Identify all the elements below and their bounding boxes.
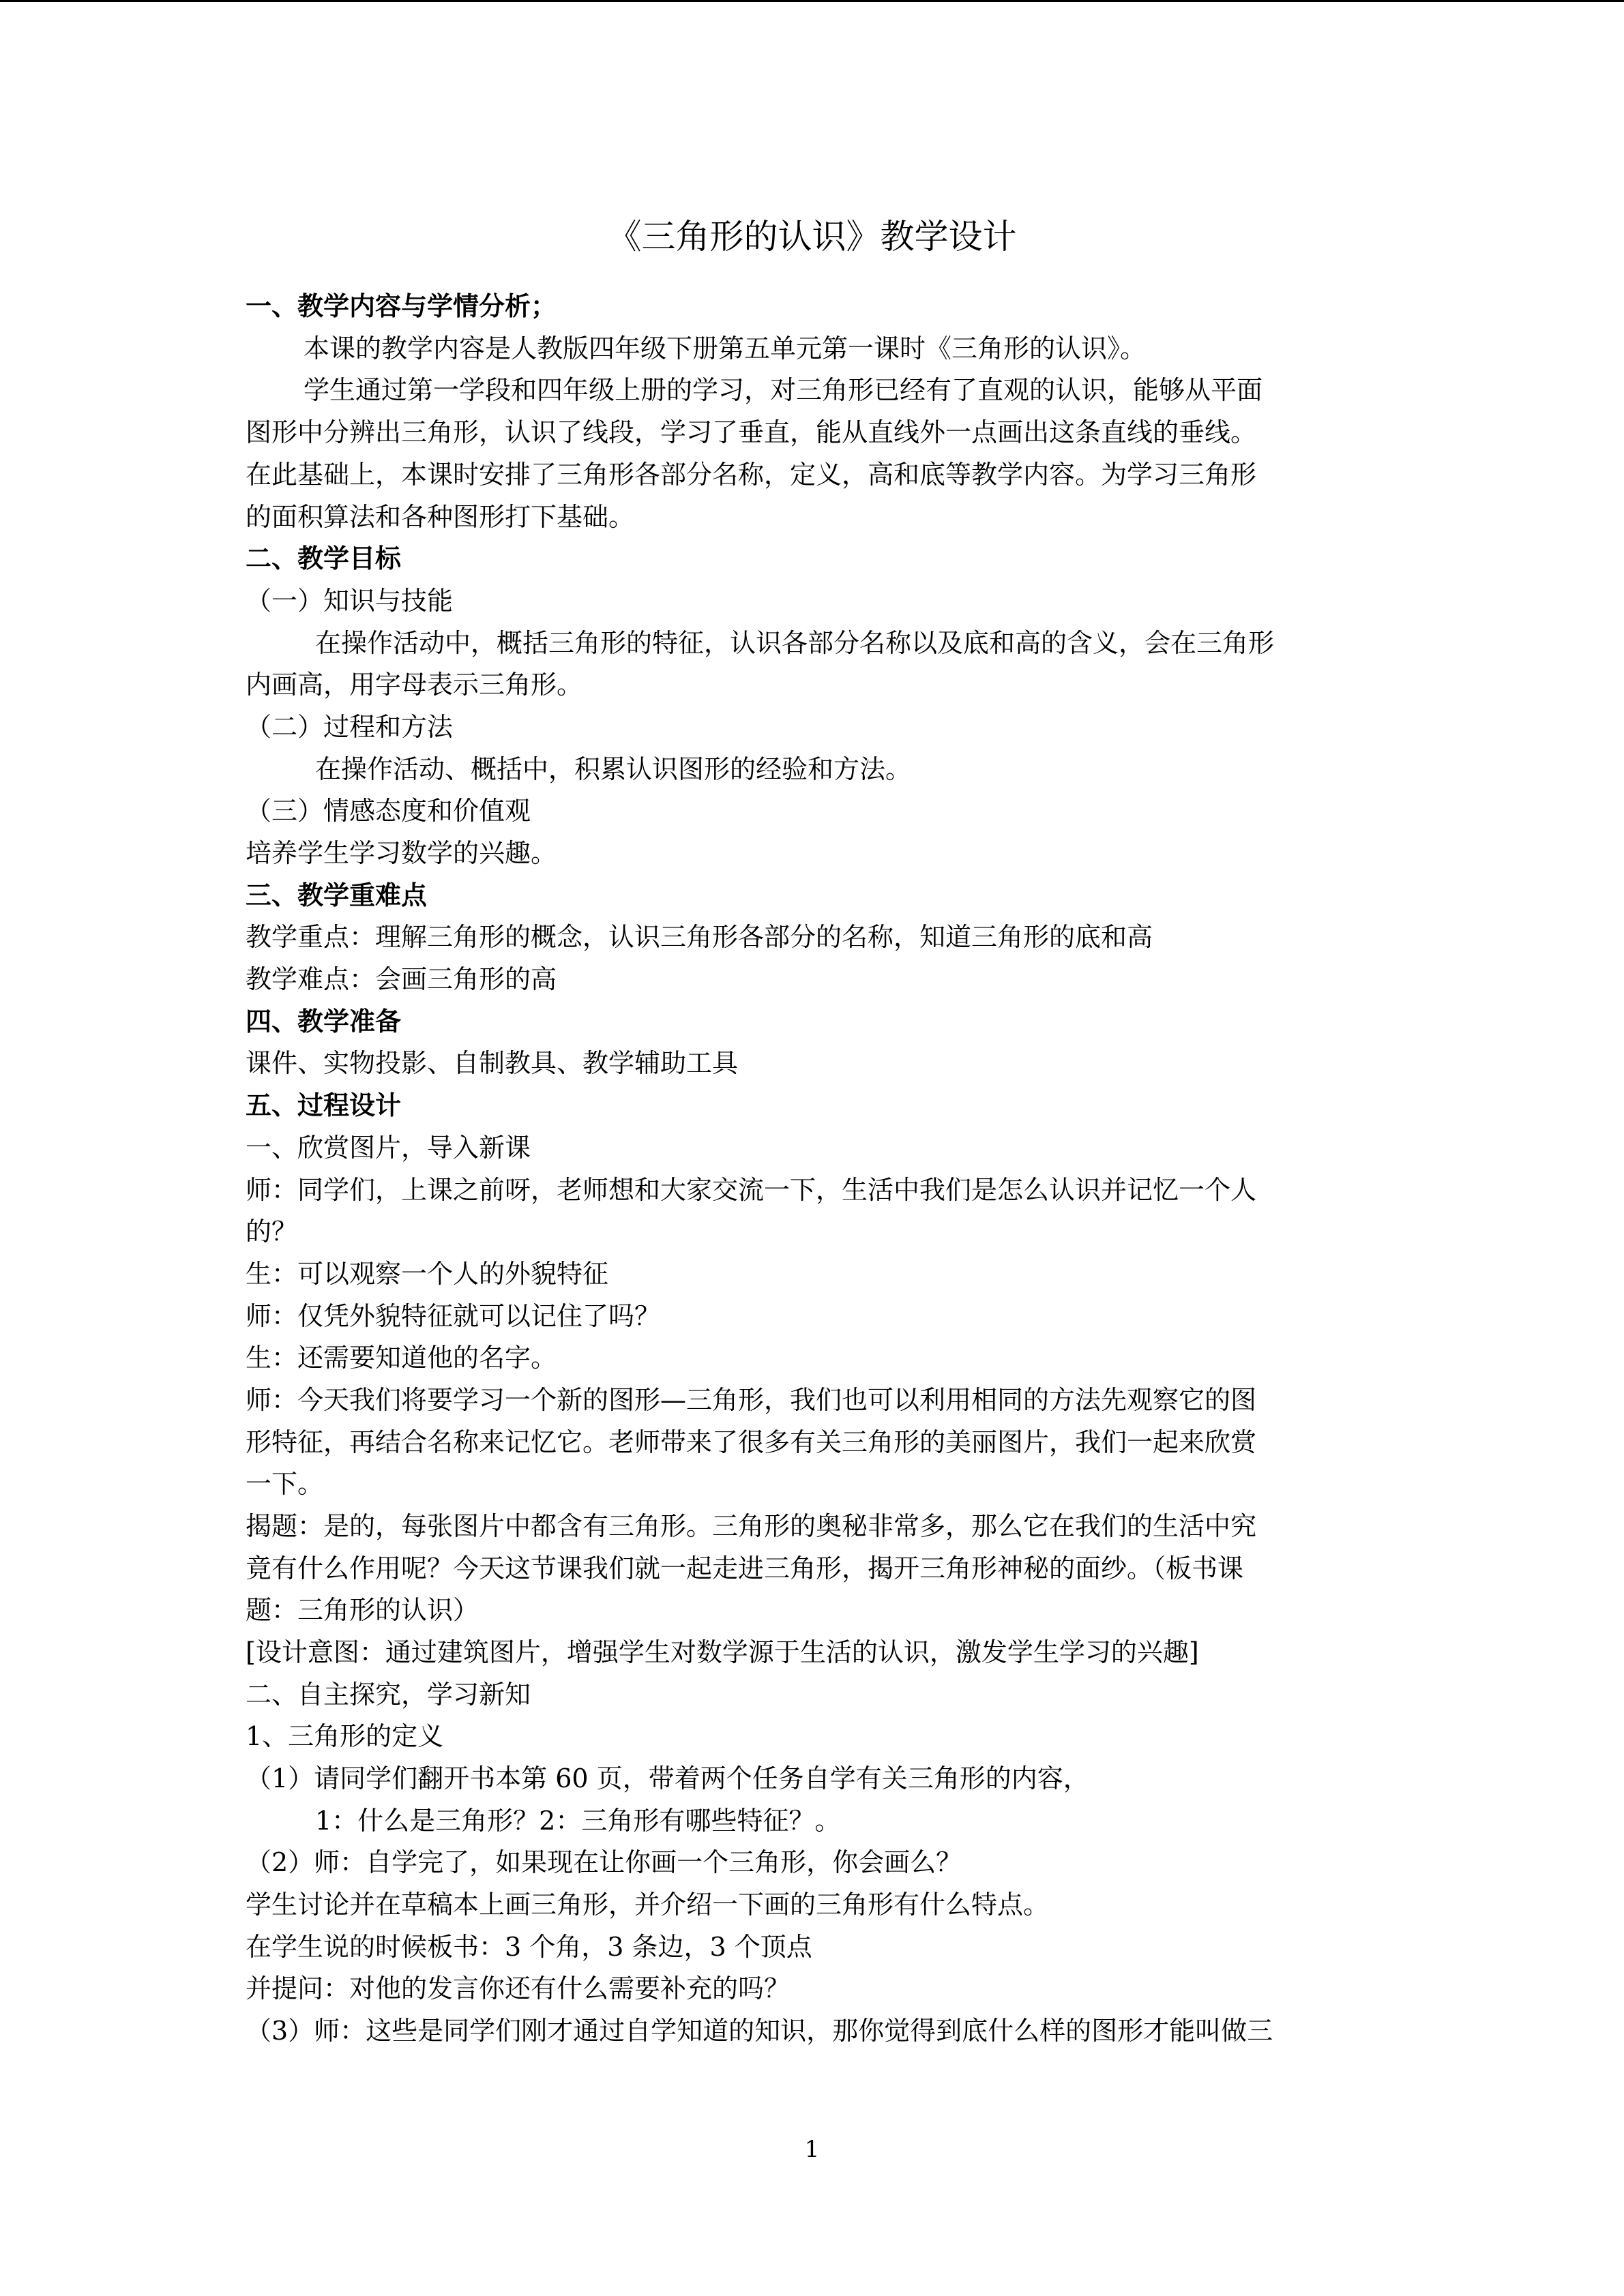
section-heading: 一、教学内容与学情分析； [246,290,557,321]
paragraph-line: 竟有什么作用呢？今天这节课我们就一起走进三角形，揭开三角形神秘的面纱。（板书课 [246,1553,1244,1583]
paragraph-line: 图形中分辨出三角形，认识了线段，学习了垂直，能从直线外一点画出这条直线的垂线。 [246,417,1257,447]
paragraph-line: 题：三角形的认识） [246,1595,479,1625]
page-top-border [0,0,1624,2]
paragraph-line: 的？ [246,1217,298,1247]
section-heading: 三、教学重难点 [246,880,428,910]
paragraph-line: 揭题：是的，每张图片中都含有三角形。三角形的奥秘非常多，那么它在我们的生活中究 [246,1511,1257,1541]
page-number: 1 [804,2136,820,2163]
paragraph-line: 1：什么是三角形？2：三角形有哪些特征？。 [315,1806,841,1836]
section-heading: 二、教学目标 [246,543,402,573]
paragraph-line: 课件、实物投影、自制教具、教学辅助工具 [246,1048,739,1078]
paragraph-line: 教学重点：理解三角形的概念，认识三角形各部分的名称，知道三角形的底和高 [246,922,1153,952]
paragraph-line: 在学生说的时候板书：3 个角，3 条边，3 个顶点 [246,1932,812,1962]
paragraph-line: 学生讨论并在草稿本上画三角形，并介绍一下画的三角形有什么特点。 [246,1890,1050,1920]
subsection-heading: （一）知识与技能 [246,586,454,616]
paragraph-line: 在操作活动中，概括三角形的特征，认识各部分名称以及底和高的含义，会在三角形 [315,628,1275,658]
paragraph-line: 生：还需要知道他的名字。 [246,1343,557,1373]
document-title: 《三角形的认识》教学设计 [607,217,1017,256]
section-heading: 五、过程设计 [246,1090,402,1120]
paragraph-line: 并提问：对他的发言你还有什么需要补充的吗？ [246,1973,791,2003]
paragraph-line: 在此基础上，本课时安排了三角形各部分名称，定义，高和底等教学内容。为学习三角形 [246,460,1257,490]
subsection-heading: 一、欣赏图片，导入新课 [246,1133,531,1163]
section-heading: 四、教学准备 [246,1006,402,1037]
paragraph-line: 教学难点：会画三角形的高 [246,964,557,994]
paragraph-line: （3）师：这些是同学们刚才通过自学知道的知识，那你觉得到底什么样的图形才能叫做三 [246,2016,1273,2046]
paragraph-line: 形特征，再结合名称来记忆它。老师带来了很多有关三角形的美丽图片，我们一起来欣赏 [246,1427,1257,1457]
paragraph-line: 生：可以观察一个人的外貌特征 [246,1259,609,1289]
paragraph-line: 培养学生学习数学的兴趣。 [246,838,557,868]
paragraph-line: 师：同学们，上课之前呀，老师想和大家交流一下，生活中我们是怎么认识并记忆一个人 [246,1175,1257,1205]
paragraph-line: 本课的教学内容是人教版四年级下册第五单元第一课时《三角形的认识》。 [304,333,1147,363]
paragraph-line: 学生通过第一学段和四年级上册的学习，对三角形已经有了直观的认识，能够从平面 [304,375,1263,405]
paragraph-line: （2）师：自学完了，如果现在让你画一个三角形，你会画么？ [246,1847,962,1877]
paragraph-line: 一下。 [246,1469,324,1499]
paragraph-line: 师：仅凭外貌特征就可以记住了吗？ [246,1301,661,1331]
subsection-heading: （二）过程和方法 [246,712,454,742]
paragraph-line: 在操作活动、概括中，积累认识图形的经验和方法。 [315,754,912,784]
paragraph-line: （1）请同学们翻开书本第 60 页，带着两个任务自学有关三角形的内容， [246,1763,1089,1793]
subsection-heading: （三）情感态度和价值观 [246,796,531,826]
paragraph-line: 师：今天我们将要学习一个新的图形—三角形，我们也可以利用相同的方法先观察它的图 [246,1385,1257,1415]
paragraph-line: [设计意图：通过建筑图片，增强学生对数学源于生活的认识，激发学生学习的兴趣] [246,1637,1199,1667]
paragraph-line: 内画高，用字母表示三角形。 [246,670,583,700]
subsection-heading: 二、自主探究，学习新知 [246,1680,531,1710]
paragraph-line: 1、三角形的定义 [246,1721,444,1751]
paragraph-line: 的面积算法和各种图形打下基础。 [246,502,635,532]
